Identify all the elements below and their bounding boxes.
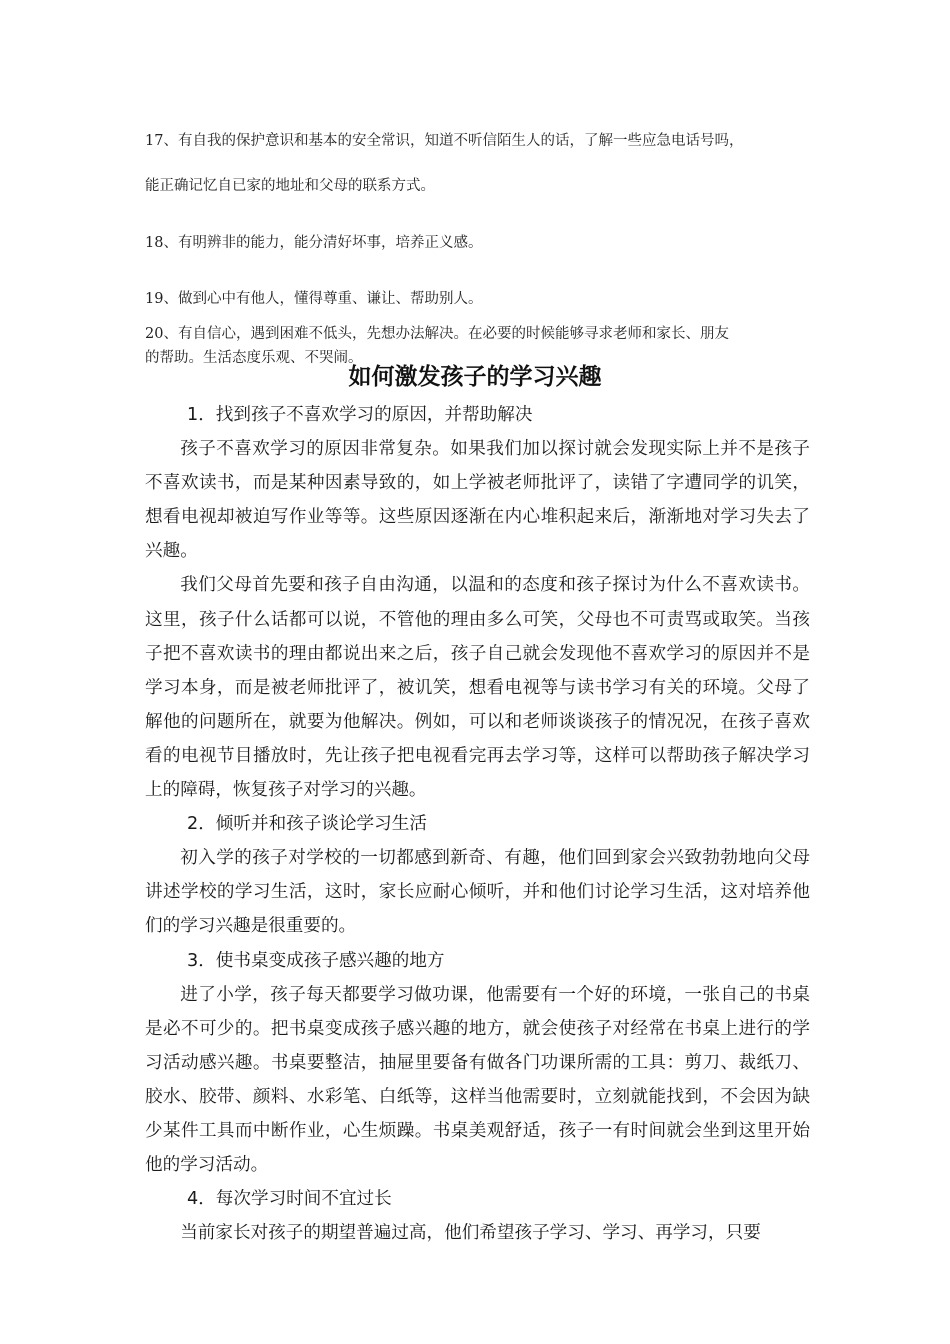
section-4-heading: 4．每次学习时间不宜过长: [187, 1189, 392, 1210]
section-4-paragraph-1: 当前家长对孩子的期望普遍过高，他们希望孩子学习、学习、再学习，只要: [180, 1223, 761, 1244]
list-item-19: 19、做到心中有他人，懂得尊重、谦让、帮助别人。: [145, 291, 483, 307]
section-1-paragraph-1: 孩子不喜欢学习的原因非常复杂。如果我们加以探讨就会发现实际上并不是孩子不喜欢读书，而是某种因素导致的，如上学被老师批评了，读错了字遭同学的讥笑，想看电视却被迫写作业等等。这些原因逐渐在内心堆积起来后，渐渐地对学习失去了兴趣。: [145, 439, 810, 562]
article-title: 如何激发孩子的学习兴趣: [348, 364, 602, 390]
section-3-heading: 3．使书桌变成孩子感兴趣的地方: [187, 950, 445, 971]
section-2-heading: 2．倾听并和孩子谈论学习生活: [187, 814, 427, 835]
section-1-paragraph-2: 我们父母首先要和孩子自由沟通，以温和的态度和孩子探讨为什么不喜欢读书。这里，孩子什么话都可以说，不管他的理由多么可笑，父母也不可责骂或取笑。当孩子把不喜欢读书的理由都说出来之后，孩子自己就会发现他不喜欢学习的原因并不是学习本身，而是被老师批评了，被讥笑，想看电视等与读书学习有关的环境。父母了解他的问题所在，就要为他解决。例如，可以和老师谈谈孩子的情况况，在孩子喜欢看的电视节目播放时，先让孩子把电视看完再去学习等，这样可以帮助孩子解决学习上的障碍，恢复孩子对学习的兴趣。: [145, 575, 810, 801]
list-item-20-line-1: 20、有自信心，遇到困难不低头，先想办法解决。在必要的时候能够寻求老师和家长、朋友: [145, 326, 729, 342]
section-1-heading: 1．找到孩子不喜欢学习的原因，并帮助解决: [187, 405, 533, 425]
list-item-17-line-1: 17、有自我的保护意识和基本的安全常识，知道不听信陌生人的话，了解一些应急电话号吗，: [145, 133, 744, 149]
section-2-paragraph-1: 初入学的孩子对学校的一切都感到新奇、有趣，他们回到家会兴致勃勃地向父母讲述学校的学习生活，这时，家长应耐心倾听，并和他们讨论学习生活，这对培养他们的学习兴趣是很重要的。: [145, 848, 810, 937]
list-item-18: 18、有明辨非的能力，能分清好坏事，培养正义感。: [145, 235, 483, 251]
section-3-paragraph-1: 进了小学，孩子每天都要学习做功课，他需要有一个好的环境，一张自己的书桌是必不可少的。把书桌变成孩子感兴趣的地方，就会使孩子对经常在书桌上进行的学习活动感兴趣。书桌要整洁，抽屉里要备有做各门功课所需的工具：剪刀、裁纸刀、胶水、胶带、颜料、水彩笔、白纸等，这样当他需要时，立刻就能找到，不会因为缺少某件工具而中断作业，心生烦躁。书桌美观舒适，孩子一有时间就会坐到这里开始他的学习活动。: [145, 984, 810, 1176]
article-body: [145, 398, 810, 1250]
list-item-20-line-2: 的帮助。生活态度乐观、不哭闹。: [145, 350, 363, 366]
list-item-17-line-2: 能正确记忆自已家的地址和父母的联系方式。: [145, 178, 435, 194]
